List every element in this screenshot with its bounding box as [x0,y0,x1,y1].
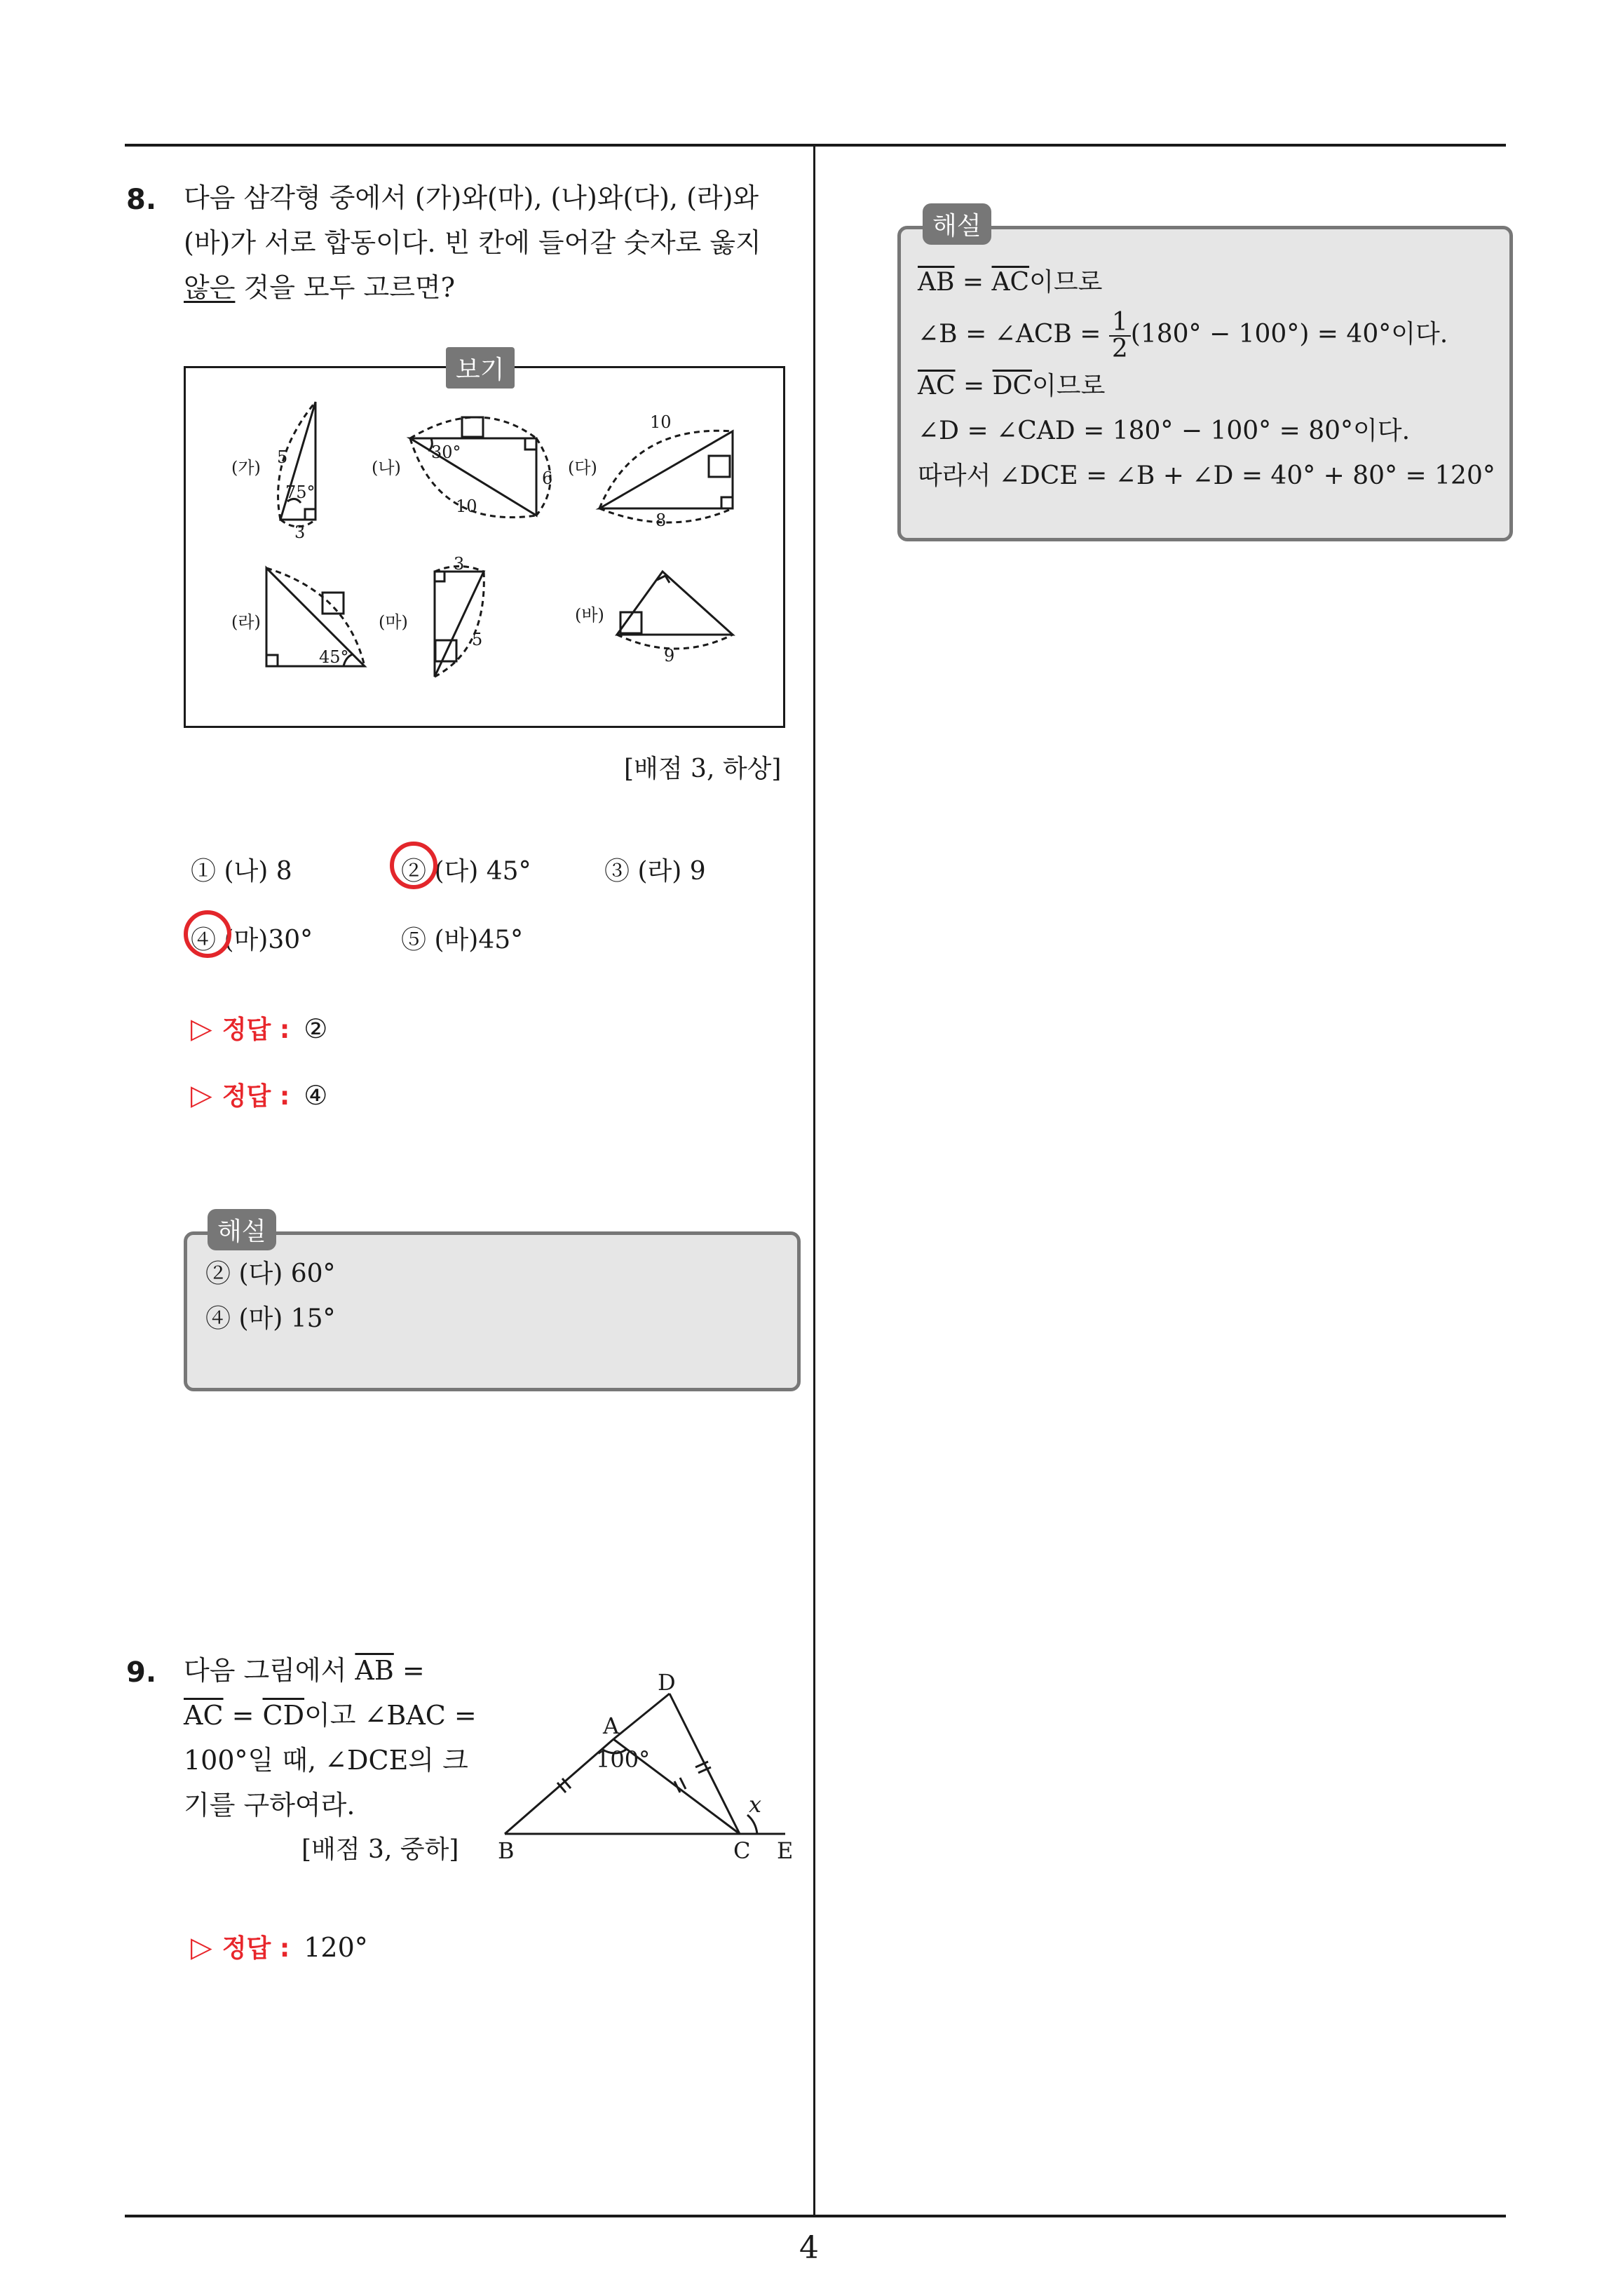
figure-na-angle: 30° [431,443,461,462]
q8-line3 [184,265,801,310]
q9-segment-cd: $\overline{CD}$ [262,1700,305,1731]
choice-4-number: ④ [191,926,217,954]
text: ∠B = ∠ACB = [918,320,1109,349]
fraction [1109,310,1131,362]
q9-explanation-box [897,226,1513,541]
q8-line2: (바)가 서로 합동이다. 빈 칸에 들어갈 숫자로 옳지 [184,227,761,258]
q8-answer-1 [191,1010,327,1046]
q9-question [184,1648,478,1872]
point-d-label: D [658,1669,676,1696]
q9-explanation-line-2 [918,305,1495,364]
q8-figures [186,368,779,722]
q9-figure [491,1662,813,1865]
q9-explanation-line-3 [918,364,1495,409]
seg-ab: $\overline{AB}$ [918,268,955,297]
q8-explanation-line-2: ④ (마) 15° [205,1304,336,1333]
choice-5-number: ⑤ [401,926,427,954]
figure-ma-label: (마) [379,612,408,632]
figure-da-base: 8 [656,511,667,530]
q8-number: 8. [126,184,157,216]
answer-value: 120° [304,1932,368,1963]
q9-line4: 기를 구하여라. [184,1790,355,1821]
q9-explanation-line-4: ∠D = ∠CAD = 180° − 100° = 80°이다. [918,417,1411,445]
choice-5-text: (바)45° [426,926,524,954]
figure-na [410,417,553,518]
selected-choice-2-circle-icon [390,842,437,889]
q9-segment-ab: $\overline{AB}$ [355,1655,394,1686]
answer-value: ② [304,1013,328,1044]
bottom-rule [125,2215,1506,2217]
figure-na-hyp: 10 [456,497,477,516]
figure-ga-angle: 75° [285,482,315,502]
q8-question [184,175,801,310]
point-c-label: C [733,1837,751,1864]
page-number: 4 [799,2230,819,2266]
figure-ra-angle: 45° [319,647,349,667]
q8-explanation-title: 해설 [208,1209,276,1250]
angle-bac-label: 100° [596,1746,651,1773]
q8-choice-1[interactable] [191,851,292,887]
answer-value: ④ [304,1080,328,1111]
figure-ba-base: 9 [664,646,675,666]
answer-label: 정답 : [222,1082,290,1111]
point-b-label: B [498,1837,515,1864]
q9-score: [배점 3, 중하] [301,1835,459,1864]
eq: = [955,372,993,400]
q9-line2 [184,1693,478,1738]
q9-line2-eq: = [223,1700,263,1731]
figure-ba [617,572,733,649]
selected-choice-4-circle-icon [184,910,231,958]
figure-ga-label: (가) [231,458,261,478]
q9-explanation-title: 해설 [923,203,991,245]
fraction-numerator: 1 [1109,310,1131,337]
choice-3-number: ③ [604,857,630,886]
q9-number: 9. [126,1656,157,1689]
top-rule [125,144,1506,147]
seg-ac: $\overline{AC}$ [991,268,1030,297]
text: 이므로 [1032,372,1106,400]
column-divider [813,144,815,2216]
choice-2-number: ② [401,857,427,886]
answer-label: 정답 : [222,1934,290,1963]
figure-ga-side: 5 [277,447,288,467]
eq: = [954,268,992,297]
answer-marker-icon: ▷ [191,1013,212,1045]
choice-4-text: (마)30° [216,926,313,954]
q8-score: [배점 3, 하상] [624,755,782,783]
figure-da-top: 10 [650,412,672,432]
q8-underlined-word: 않은 [184,272,236,303]
figure-na-side: 6 [542,468,553,488]
q9-segment-ac: $\overline{AC}$ [184,1700,224,1731]
q8-line3-rest: 것을 모두 고르면? [235,272,455,303]
seg-ac: $\overline{AC}$ [918,372,956,400]
q9-line1-text: 다음 그림에서 [184,1655,355,1686]
choice-2-text: (다) 45° [426,857,531,886]
q9-explanation-line-5: 따라서 ∠DCE = ∠B + ∠D = 40° + 80° = 120° [918,461,1495,490]
figure-ma-top: 3 [454,554,465,574]
text: 이므로 [1029,268,1103,297]
q9-line1-eq: = [393,1655,425,1686]
figure-da-label: (다) [568,458,597,478]
figure-ra-label: (라) [231,612,261,632]
figure-ma-side: 5 [472,630,483,649]
q9-line2-rest: 이고 ∠BAC = [304,1700,477,1731]
figure-na-label: (나) [372,458,401,478]
q9-answer [191,1929,368,1964]
q8-choice-3[interactable] [604,851,706,887]
answer-marker-icon: ▷ [191,1931,212,1964]
fraction-denominator: 2 [1111,335,1128,363]
choice-3-text: (라) 9 [630,857,706,886]
point-a-label: A [603,1713,620,1739]
choice-1-text: (나) 8 [216,857,292,886]
text: (180° − 100°) = 40°이다. [1130,320,1448,349]
figure-ra [266,568,365,666]
figure-da [599,431,733,522]
answer-label: 정답 : [222,1015,290,1044]
q8-choice-5[interactable] [401,920,523,956]
seg-dc: $\overline{DC}$ [992,372,1033,400]
q9-explanation-line-1 [918,260,1495,305]
q8-answer-2 [191,1076,327,1112]
point-e-label: E [777,1837,794,1864]
q8-explanation-box [184,1231,801,1391]
q9-line1 [184,1648,478,1693]
q9-line3: 100°일 때, ∠DCE의 크 [184,1745,468,1776]
angle-x-label: x [749,1791,762,1818]
figure-ga-base: 3 [294,522,306,542]
figure-ba-label: (바) [575,605,604,625]
figure-ma [435,567,484,677]
q8-line1: 다음 삼각형 중에서 (가)와(마), (나)와(다), (라)와 [184,182,759,213]
q8-example-title: 보기 [446,347,515,389]
choice-1-number: ① [191,857,217,886]
q8-explanation-line-1: ② (다) 60° [205,1260,336,1288]
answer-marker-icon: ▷ [191,1079,212,1112]
